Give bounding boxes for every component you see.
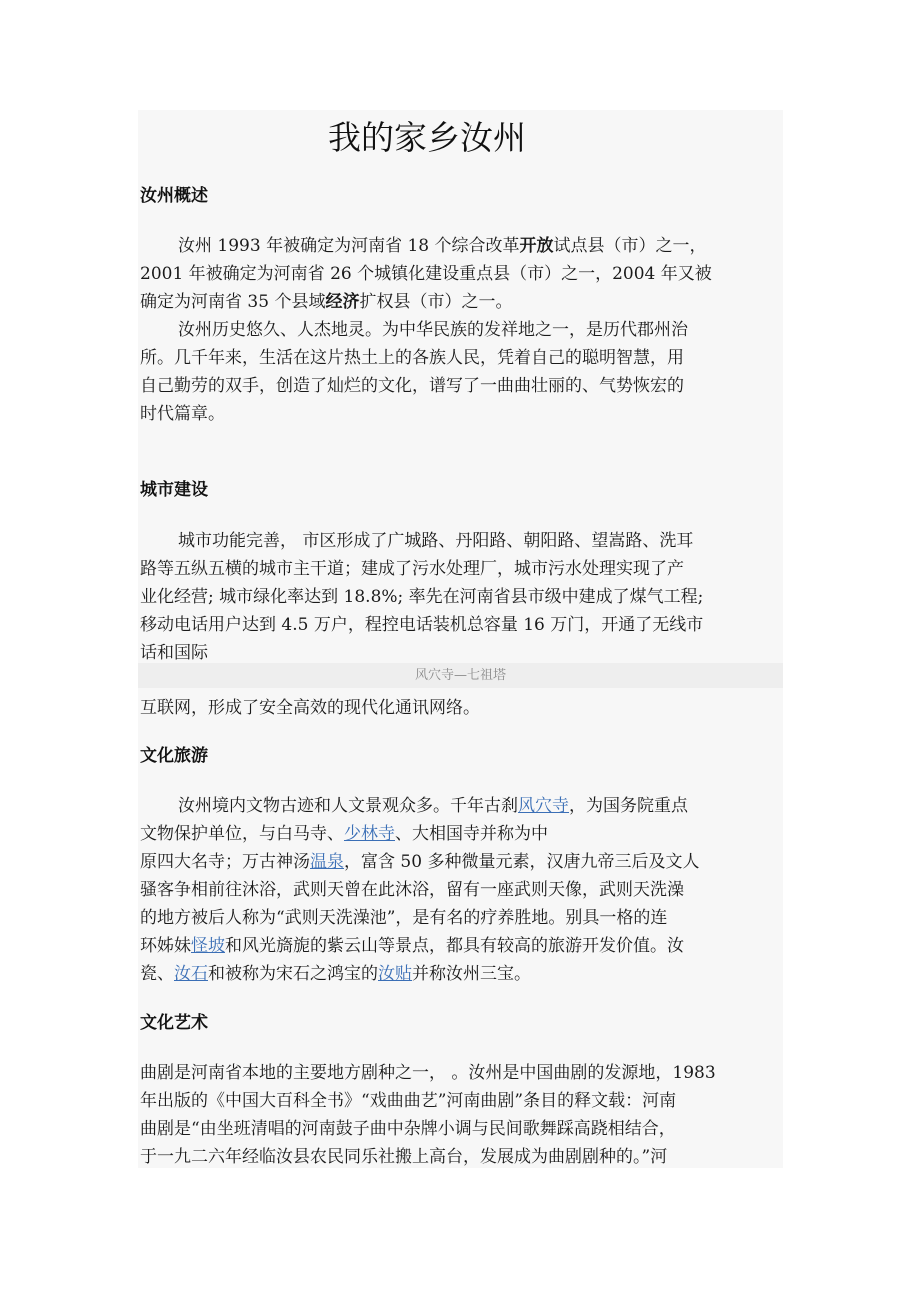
link-strange-slope[interactable]: 怪坡 bbox=[191, 936, 225, 956]
paragraph-line: 于一九二六年经临汝县农民同乐社搬上高台，发展成为曲剧剧种的。”河 bbox=[140, 1147, 668, 1167]
paragraph-line: 业化经营; 城市绿化率达到 18.8%; 率先在河南省县市级中建成了煤气工程; bbox=[140, 587, 704, 607]
bold-keyword: 经济 bbox=[325, 292, 360, 312]
paragraph-line: 文物保护单位，与白马寺、少林寺、大相国寺并称为中 bbox=[140, 824, 548, 844]
paragraph-line: 自己勤劳的双手，创造了灿烂的文化，谱写了一曲曲壮丽的、气势恢宏的 bbox=[140, 376, 684, 396]
section-heading-tourism: 文化旅游 bbox=[140, 746, 208, 766]
image-caption: 风穴寺—七祖塔 bbox=[414, 668, 506, 683]
paragraph-line: 汝州历史悠久、人杰地灵。为中华民族的发祥地之一，是历代郡州治 bbox=[178, 320, 688, 340]
page-title: 我的家乡汝州 bbox=[328, 118, 526, 157]
link-ru-tie[interactable]: 汝贴 bbox=[378, 964, 412, 984]
paragraph-line: 骚客争相前往沐浴，武则天曾在此沐浴，留有一座武则天像，武则天洗澡 bbox=[140, 880, 684, 900]
paragraph-line: 时代篇章。 bbox=[140, 404, 225, 424]
link-shaolin-temple[interactable]: 少林寺 bbox=[344, 824, 395, 844]
link-hot-spring[interactable]: 温泉 bbox=[310, 852, 344, 872]
paragraph-line: 2001 年被确定为河南省 26 个城镇化建设重点县（市）之一，2004 年又被 bbox=[140, 264, 712, 284]
paragraph-line: 互联网，形成了安全高效的现代化通讯网络。 bbox=[140, 698, 480, 718]
image-caption-band bbox=[138, 663, 783, 688]
section-heading-culture-arts: 文化艺术 bbox=[140, 1013, 208, 1033]
paragraph-line: 路等五纵五横的城市主干道；建成了污水处理厂，城市污水处理实现了产 bbox=[140, 559, 684, 579]
link-fengxue-temple[interactable]: 风穴寺 bbox=[518, 796, 569, 816]
paragraph-line: 汝州境内文物古迹和人文景观众多。千年古刹风穴寺，为国务院重点 bbox=[178, 796, 688, 816]
document-body bbox=[138, 110, 783, 1168]
paragraph-line: 原四大名寺；万古神汤温泉，富含 50 多种微量元素，汉唐九帝三后及文人 bbox=[140, 852, 700, 872]
paragraph-line: 环姊妹怪坡和风光旖旎的紫云山等景点，都具有较高的旅游开发价值。汝 bbox=[140, 936, 684, 956]
paragraph-line: 汝州 1993 年被确定为河南省 18 个综合改革开放试点县（市）之一， bbox=[178, 236, 707, 256]
paragraph-line: 曲剧是“由坐班清唱的河南鼓子曲中杂牌小调与民间歌舞踩高跷相结合， bbox=[140, 1119, 676, 1139]
paragraph-line: 所。几千年来，生活在这片热土上的各族人民，凭着自己的聪明智慧，用 bbox=[140, 348, 684, 368]
link-ru-stone[interactable]: 汝石 bbox=[174, 964, 208, 984]
paragraph-line: 的地方被后人称为“武则天洗澡池”，是有名的疗养胜地。别具一格的连 bbox=[140, 908, 668, 928]
section-heading-overview: 汝州概述 bbox=[140, 186, 208, 206]
paragraph-line: 确定为河南省 35 个县域经济扩权县（市）之一。 bbox=[140, 292, 513, 312]
paragraph-line: 瓷、汝石和被称为宋石之鸿宝的汝贴并称汝州三宝。 bbox=[140, 964, 531, 984]
paragraph-line: 移动电话用户达到 4.5 万户，程控电话装机总容量 16 万门，开通了无线市 bbox=[140, 615, 704, 635]
paragraph-line: 话和国际 bbox=[140, 643, 208, 663]
section-heading-city-construction: 城市建设 bbox=[140, 480, 208, 500]
bold-keyword: 开放 bbox=[519, 236, 554, 256]
paragraph-line: 年出版的《中国大百科全书》“戏曲曲艺”河南曲剧”条目的释文载：河南 bbox=[140, 1091, 677, 1111]
paragraph-line: 城市功能完善， 市区形成了广城路、丹阳路、朝阳路、望嵩路、洗耳 bbox=[178, 531, 694, 551]
paragraph-line: 曲剧是河南省本地的主要地方剧种之一， 。汝州是中国曲剧的发源地，1983 bbox=[140, 1063, 716, 1083]
